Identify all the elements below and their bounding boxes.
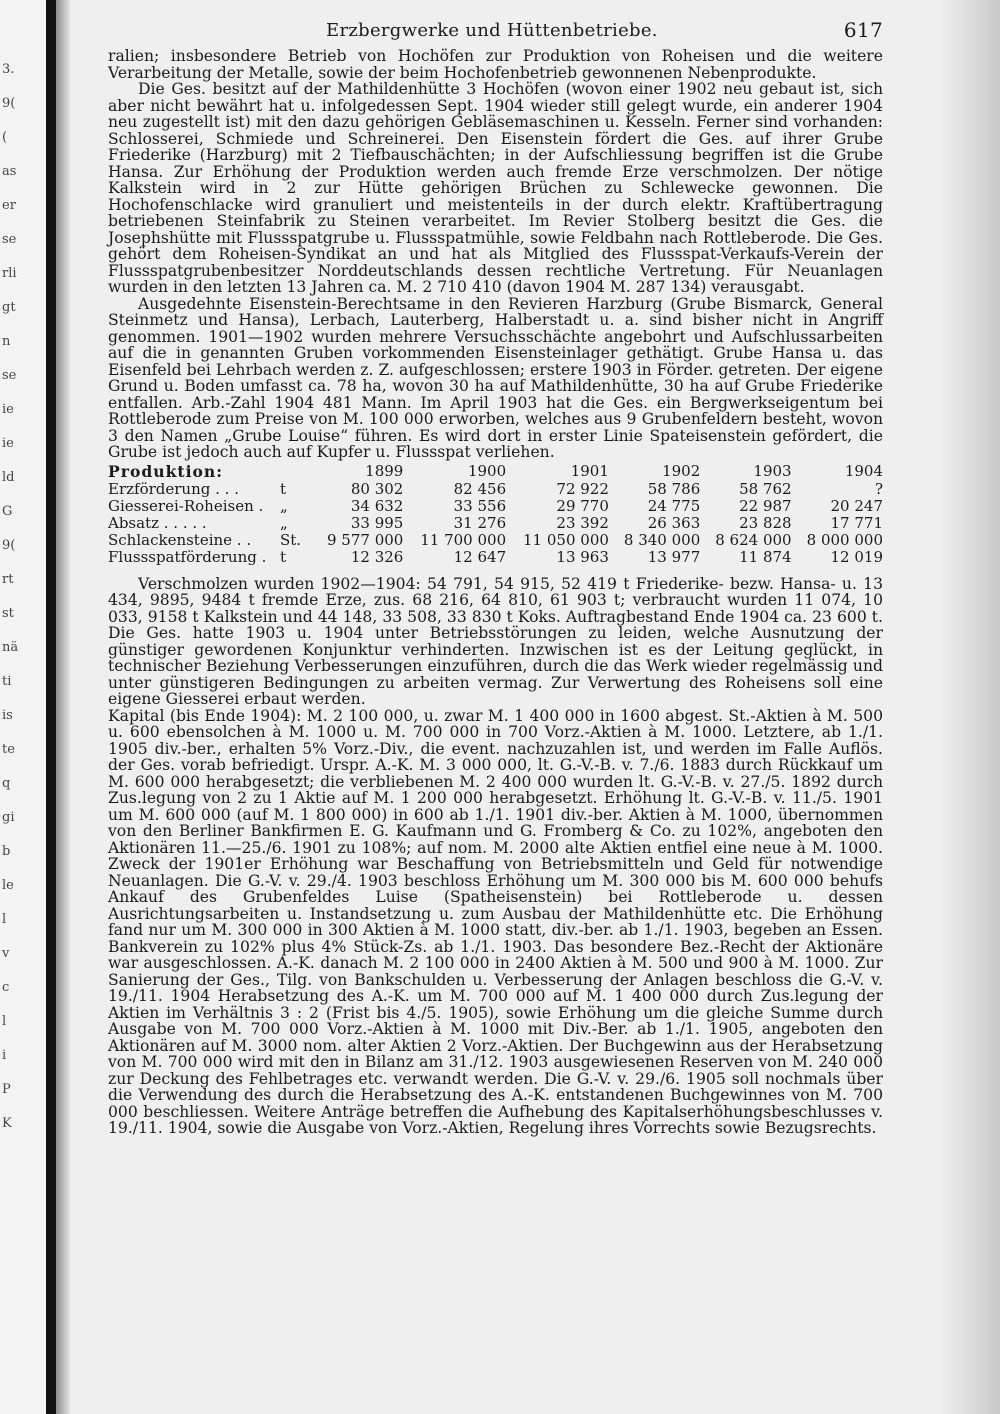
margin-fragment: c: [2, 980, 10, 995]
adjacent-page-margin: [0, 0, 46, 1414]
margin-fragment: P: [2, 1082, 11, 1097]
margin-fragment: 3.: [2, 62, 15, 77]
row-label: Flussspatförderung .: [108, 547, 267, 566]
margin-fragment: ie: [2, 436, 14, 451]
row-unit: „: [280, 513, 288, 532]
cell-value: 8 340 000: [623, 530, 701, 549]
year-1903: 1903: [753, 462, 792, 480]
cell-value: 72 922: [556, 479, 609, 498]
cell-value: 13 977: [647, 547, 701, 566]
cell-value: 58 786: [647, 479, 701, 498]
margin-fragment: 9(: [2, 538, 16, 553]
row-label: Giesserei-Roheisen .: [108, 496, 264, 515]
margin-fragment: v: [2, 946, 10, 961]
cell-value: 29 770: [556, 496, 609, 515]
cell-value: 22 987: [739, 496, 792, 515]
margin-fragment: st: [2, 606, 14, 621]
cell-value: 34 632: [350, 496, 404, 515]
table-row: [108, 549, 883, 566]
margin-fragment: ld: [2, 470, 15, 485]
margin-fragment: ti: [2, 674, 12, 689]
cell-value: 11 874: [739, 547, 792, 566]
margin-fragment: ie: [2, 402, 14, 417]
production-heading: Produktion:: [108, 461, 224, 481]
cell-value: 8 000 000: [806, 530, 883, 549]
row-label: Absatz . . . . .: [108, 513, 207, 532]
cell-value: 12 326: [350, 547, 404, 566]
production-table: [108, 463, 883, 566]
cell-value: 20 247: [830, 496, 883, 515]
margin-fragment: se: [2, 232, 17, 247]
year-1900: 1900: [467, 462, 507, 480]
year-1902: 1902: [662, 462, 701, 480]
cell-value: 17 771: [830, 513, 883, 532]
table-row: [108, 515, 883, 532]
gutter-shadow: [56, 0, 70, 1414]
cell-value: 8 624 000: [715, 530, 792, 549]
cell-value: 23 392: [556, 513, 609, 532]
margin-fragment: as: [2, 164, 17, 179]
running-title: Erzbergwerke und Hüttenbetriebe.: [326, 20, 658, 41]
margin-fragment: er: [2, 198, 16, 213]
paragraph-5: Kapital (bis Ende 1904): M. 2 100 000, u. zwar M. 1 400 000 in 1600 abgest. St.-Aktien à M. 500 u. 600 ebensolchen à M. 1000 u. M. 700 000 in 700 Vorz.-Aktien à M. 1000. Letztere, ab 1./1. 1905 div.-ber., erhalten 5% Vorz.-Div., die event. nachzuzahlen ist, und werden im Falle Auflös. der Ges. vorab befriedigt. Urspr. A.-K. M. 3 000 000, lt. G.-V.-B. v. 7./6. 1883 durch Rückkauf um M. 600 000 herabgesetzt; die verbliebenen M. 2 400 000 wurden lt. G.-V.-B. v. 27./5. 1892 durch Zus.legung von 2 zu 1 Aktie auf M. 1 200 000 herabgesetzt. Erhöhung lt. G.-V.-B. v. 11./5. 1901 um M. 600 000 (auf M. 1 800 000) in 600 ab 1./1. 1901 div.-ber. Aktien à M. 1000, übernommen von den Berliner Bankfirmen E. G. Kaufmann und G. Fromberg & Co. zu 102%, angeboten den Aktionären 11.—25./6. 1901 zu 108%; auf nom. M. 2000 alte Aktien entfiel eine neue à M. 1000. Zweck der 1901er Erhöhung war Beschaffung von Betriebsmitteln und Geld für notwendige Neuanlagen. Die G.-V. v. 29./4. 1903 beschloss Erhöhung um M. 300 000 bis M. 600 000 behufs Ankauf des Grubenfeldes Luise (Spatheisenstein) bei Rottleberode u. dessen Ausrichtungsarbeiten u. Instandsetzung u. zum Ausbau der Mathildenhütte etc. Die Erhöhung fand nur um M. 300 000 in 300 Aktien à M. 1000 statt, div.-ber. ab 1./1. 1903, begeben an Essen. Bankverein zu 102% plus 4% Stück-Zs. ab 1./1. 1903. Das besondere Bez.-Recht der Aktionäre war ausgeschlossen. A.-K. danach M. 2 100 000 in 2400 Aktien à M. 500 und 900 à M. 1000. Zur Sanierung der Ges., Tilg. von Bankschulden u. Verbesserung der Anlagen beschloss die G.-V. v. 19./11. 1904 Herabsetzung des A.-K. um M. 700 000 auf M. 1 400 000 durch Zus.legung der Aktien im Verhältnis 3 : 2 (Frist bis 4./5. 1905), sowie Erhöhung um die gleiche Summe durch Ausgabe von M. 700 000 Vorz.-Aktien à M. 1000 mit Div.-Ber. ab 1./1. 1905, angeboten den Aktionären auf M. 3000 nom. alter Aktien 2 Vorz.-Aktien. Der Buchgewinn aus der Herabsetzung von M. 700 000 wird mit den in Bilanz am 31./12. 1903 ausgewiesenen Reserven von M. 240 000 zur Deckung des Fehlbetrages etc. verwandt werden. Die G.-V. v. 29./6. 1905 soll nochmals über die Verwendung des durch die Herabsetzung des A.-K. entstandenen Buchgewinnes von M. 700 000 beschliessen. Weitere Anträge betreffen die Aufhebung des Kapitalserhöhungsbeschlusses v. 19./11. 1904, sowie die Ausgabe von Vorz.-Aktien, Regelung ihres Vorrechts sowie Bezugsrechts.: [108, 706, 883, 1137]
margin-fragment: K: [2, 1116, 12, 1131]
paragraph-3: Ausgedehnte Eisenstein-Berechtsame in den Revieren Harzburg (Grube Bismarck, General Steinmetz und Hansa), Lerbach, Lauterberg, Halberstadt u. a. sind bisher nicht in Angriff genommen. 1901—1902 wurden mehrere Versuchsschächte angebohrt und Aufschlussarbeiten auf die in genannten Gruben vorkommenden Eisensteinlager gethätigt. Grube Hansa u. das Eisenfeld bei Lehrbach werden z. Z. aufgeschlossen; erstere 1903 in Förder. getreten. Der eigene Grund u. Boden umfasst ca. 78 ha, wovon 30 ha auf Mathildenhütte, 30 ha auf Grube Friederike entfallen. Arb.-Zahl 1904 481 Mann. Im April 1903 hat die Ges. ein Bergwerkseigentum bei Rottleberode zum Preise von M. 100 000 erworben, welches aus 9 Grubenfeldern besteht, wovon 3 den Namen „Grube Louise“ führen. Es wird dort in erster Linie Spateisenstein gefördert, die Grube ist jedoch auch auf Kupfer u. Flussspat verliehen.: [108, 294, 883, 461]
cell-value: 80 302: [350, 479, 404, 498]
margin-fragment: n: [2, 334, 11, 349]
margin-fragment: 9(: [2, 96, 16, 111]
year-1901: 1901: [570, 462, 609, 480]
cell-value: 82 456: [453, 479, 507, 498]
cell-value: 58 762: [739, 479, 792, 498]
paragraph-1: ralien; insbesondere Betrieb von Hochöfen zur Produktion von Roheisen und die weitere Verarbeitung der Metalle, sowie der beim Hochofenbetrieb gewonnenen Nebenprodukte.: [108, 47, 883, 82]
margin-fragment: i: [2, 1048, 7, 1063]
cell-value: 31 276: [453, 513, 507, 532]
cell-value: 26 363: [647, 513, 701, 532]
margin-fragment: se: [2, 368, 17, 383]
cell-value: 23 828: [739, 513, 792, 532]
margin-fragment: q: [2, 776, 11, 791]
row-unit: t: [280, 479, 287, 498]
table-row: [108, 532, 883, 549]
row-unit: „: [280, 496, 288, 515]
year-1899: 1899: [365, 462, 404, 480]
margin-fragment: is: [2, 708, 13, 723]
cell-value: 12 647: [453, 547, 507, 566]
margin-fragment: l: [2, 1014, 7, 1029]
margin-fragment: le: [2, 878, 14, 893]
year-1904: 1904: [844, 462, 883, 480]
margin-fragment: rli: [2, 266, 17, 281]
cell-value: 24 775: [647, 496, 701, 515]
row-label: Erzförderung . . .: [108, 479, 239, 498]
running-head: [108, 14, 883, 48]
production-header-row: [108, 463, 883, 481]
margin-fragment: gi: [2, 810, 15, 825]
page-edge-shadow: [940, 0, 1000, 1414]
margin-fragment: nä: [2, 640, 19, 655]
cell-value: 33 995: [350, 513, 404, 532]
cell-value: 12 019: [830, 547, 883, 566]
margin-fragment: te: [2, 742, 15, 757]
margin-fragment: rt: [2, 572, 14, 587]
table-row: [108, 498, 883, 515]
cell-value: ?: [874, 479, 883, 498]
document-page: [108, 14, 883, 1137]
table-row: [108, 481, 883, 498]
paragraph-4: Verschmolzen wurden 1902—1904: 54 791, 54 915, 52 419 t Friederike- bezw. Hansa- u. 13 434, 9895, 9484 t fremde Erze, zus. 68 216, 64 810, 61 903 t; verbraucht wurden 11 074, 10 033, 9158 t Kalkstein und 44 148, 33 508, 33 830 t Koks. Auftragbestand Ende 1904 ca. 23 600 t. Die Ges. hatte 1903 u. 1904 unter Betriebsstörungen zu leiden, welche Ausnutzung der günstiger gewordenen Konjunktur verhinderten. Inzwischen ist es der Leitung geglückt, in technischer Beziehung Verbesserungen einzuführen, durch die das Werk wieder regelmässig und unter günstigeren Bedingungen zu arbeiten vermag. Zur Verwertung des Roheisens soll eine eigene Giesserei erbaut werden.: [108, 574, 883, 708]
paragraph-2: Die Ges. besitzt auf der Mathildenhütte 3 Hochöfen (wovon einer 1902 neu gebaut ist, sich aber nicht bewährt hat u. infolgedessen Sept. 1904 wieder still gelegt wurde, ein anderer 1904 neu zugestellt ist) mit den dazu gehörigen Gebläsemaschinen u. Kesseln. Ferner sind vorhanden: Schlosserei, Schmiede und Schreinerei. Den Eisenstein fördert die Ges. auf ihrer Grube Friederike (Harzburg) mit 2 Tiefbauschächten; in der Aufschliessung begriffen ist die Grube Hansa. Zur Erhöhung der Produktion werden auch fremde Erze verschmolzen. Der nötige Kalkstein wird in 2 zur Hütte gehörigen Brüchen zu Schlewecke gewonnen. Die Hochofenschlacke wird granuliert und meistenteils in der durch elektr. Kraftübertragung betriebenen Steinfabrik zu Steinen verarbeitet. Im Revier Stolberg besitzt die Ges. die Josephshütte mit Flussspatgrube u. Flussspatmühle, sowie Feldbahn nach Rottleberode. Die Ges. gehört dem Roheisen-Syndikat an und hat als Mitglied des Flussspat-Verkaufs-Verein der Flussspatgrubenbesitzer Norddeutschlands dessen rechtliche Vertretung. Für Neuanlagen wurden in den letzten 13 Jahren ca. M. 2 710 410 (davon 1904 M. 287 134) verausgabt.: [108, 80, 883, 296]
margin-fragment: l: [2, 912, 7, 927]
row-unit: t: [280, 547, 287, 566]
cell-value: 13 963: [556, 547, 609, 566]
margin-fragment: (: [2, 130, 8, 145]
row-label: Schlackensteine . .: [108, 530, 252, 549]
cell-value: 9 577 000: [327, 530, 404, 549]
cell-value: 11 050 000: [523, 530, 609, 549]
margin-fragment: b: [2, 844, 11, 859]
book-gutter: [46, 0, 56, 1414]
cell-value: 33 556: [453, 496, 507, 515]
page-number: 617: [843, 18, 883, 42]
margin-fragment: G: [2, 504, 13, 519]
row-unit: St.: [280, 530, 302, 549]
cell-value: 11 700 000: [420, 530, 507, 549]
margin-fragment: gt: [2, 300, 16, 315]
